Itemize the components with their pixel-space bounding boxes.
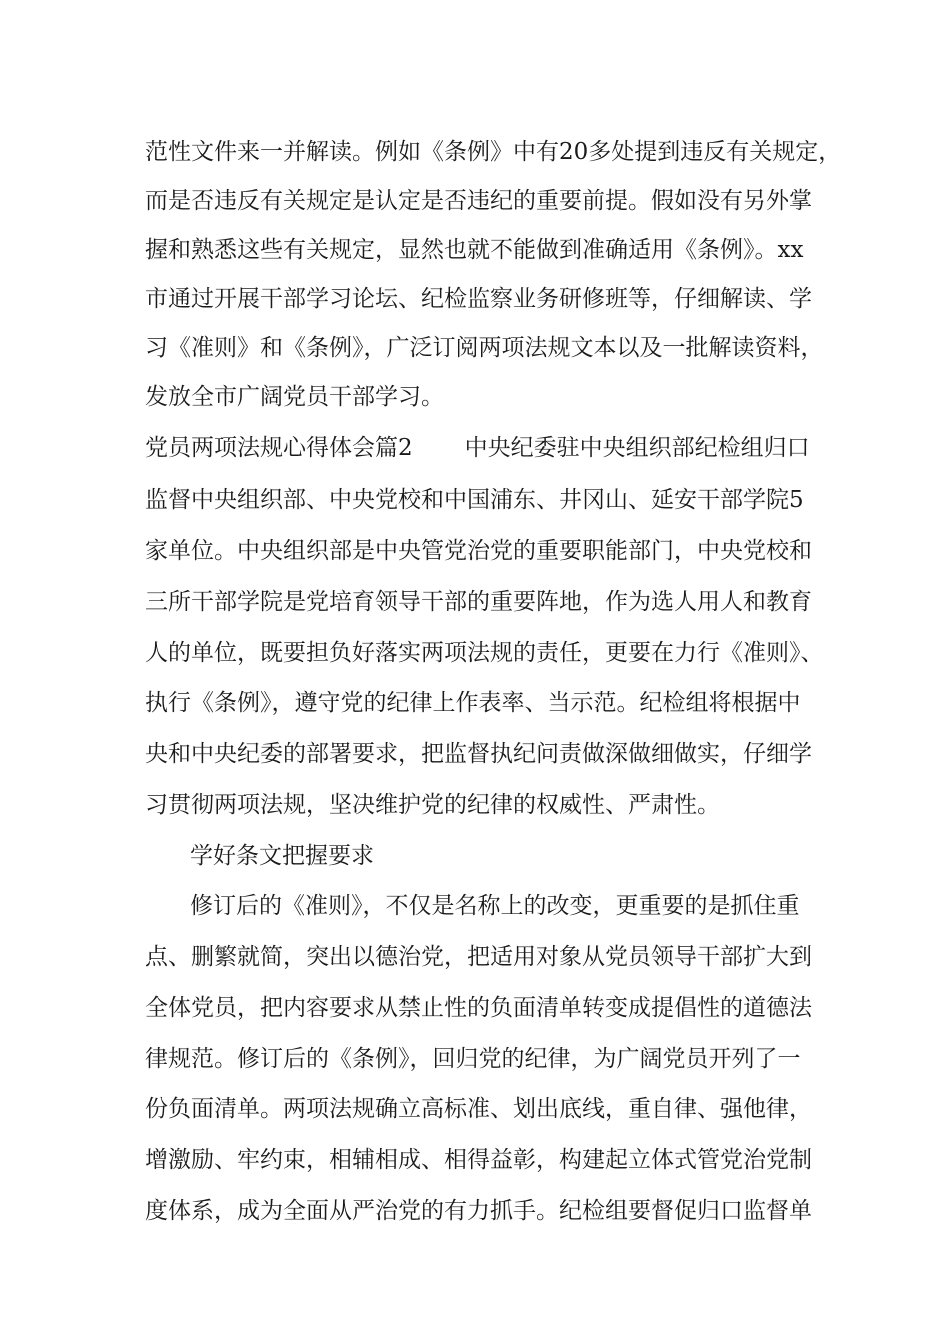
- text-line: 监督中央组织部、中央党校和中国浦东、井冈山、延安干部学院5: [145, 487, 804, 513]
- section-heading-continuation: 中央纪委驻中央组织部纪检组归口: [464, 435, 810, 461]
- text-line: 家单位。中央组织部是中央管党治党的重要职能部门，中央党校和: [145, 538, 812, 564]
- text-line: 央和中央纪委的部署要求，把监督执纪问责做深做细做实，仔细学: [145, 741, 812, 767]
- paragraph-first-line: 修订后的《准则》，不仅是名称上的改变，更重要的是抓住重: [190, 893, 800, 919]
- text-line: 份负面清单。两项法规确立高标准、划出底线，重自律、强他律，: [145, 1096, 812, 1122]
- text-line: 律规范。修订后的《条例》，回归党的纪律，为广阔党员开列了一: [145, 1046, 801, 1072]
- section-heading: 党员两项法规心得体会篇2: [145, 435, 413, 461]
- text-line: 三所干部学院是党培育领导干部的重要阵地，作为选人用人和教育: [145, 589, 812, 615]
- text-line: 发放全市广阔党员干部学习。: [145, 384, 444, 410]
- text-line: 点、删繁就简，突出以德治党，把适用对象从党员领导干部扩大到: [145, 944, 812, 970]
- text-line: 习贯彻两项法规，坚决维护党的纪律的权威性、严肃性。: [145, 792, 720, 818]
- text-line: 增激励、牢约束，相辅相成、相得益彰，构建起立体式管党治党制: [145, 1147, 812, 1173]
- text-line: 全体党员，把内容要求从禁止性的负面清单转变成提倡性的道德法: [145, 995, 812, 1021]
- text-line: 执行《条例》，遵守党的纪律上作表率、当示范。纪检组将根据中: [145, 690, 801, 716]
- text-line: 范性文件来一并解读。例如《条例》中有20多处提到违反有关规定，: [145, 139, 842, 165]
- text-line: 度体系，成为全面从严治党的有力抓手。纪检组要督促归口监督单: [145, 1198, 812, 1224]
- text-line: 握和熟悉这些有关规定，显然也就不能做到准确适用《条例》。xx: [145, 237, 804, 263]
- text-line: 而是否违反有关规定是认定是否违纪的重要前提。假如没有另外掌: [145, 188, 812, 214]
- text-line: 市通过开展干部学习论坛、纪检监察业务研修班等，仔细解读、学: [145, 286, 812, 312]
- text-line: 习《准则》和《条例》，广泛订阅两项法规文本以及一批解读资料，: [145, 335, 824, 361]
- subheading: 学好条文把握要求: [190, 843, 374, 869]
- text-line: 人的单位，既要担负好落实两项法规的责任，更要在力行《准则》、: [145, 640, 824, 666]
- section-heading-line: [145, 433, 810, 463]
